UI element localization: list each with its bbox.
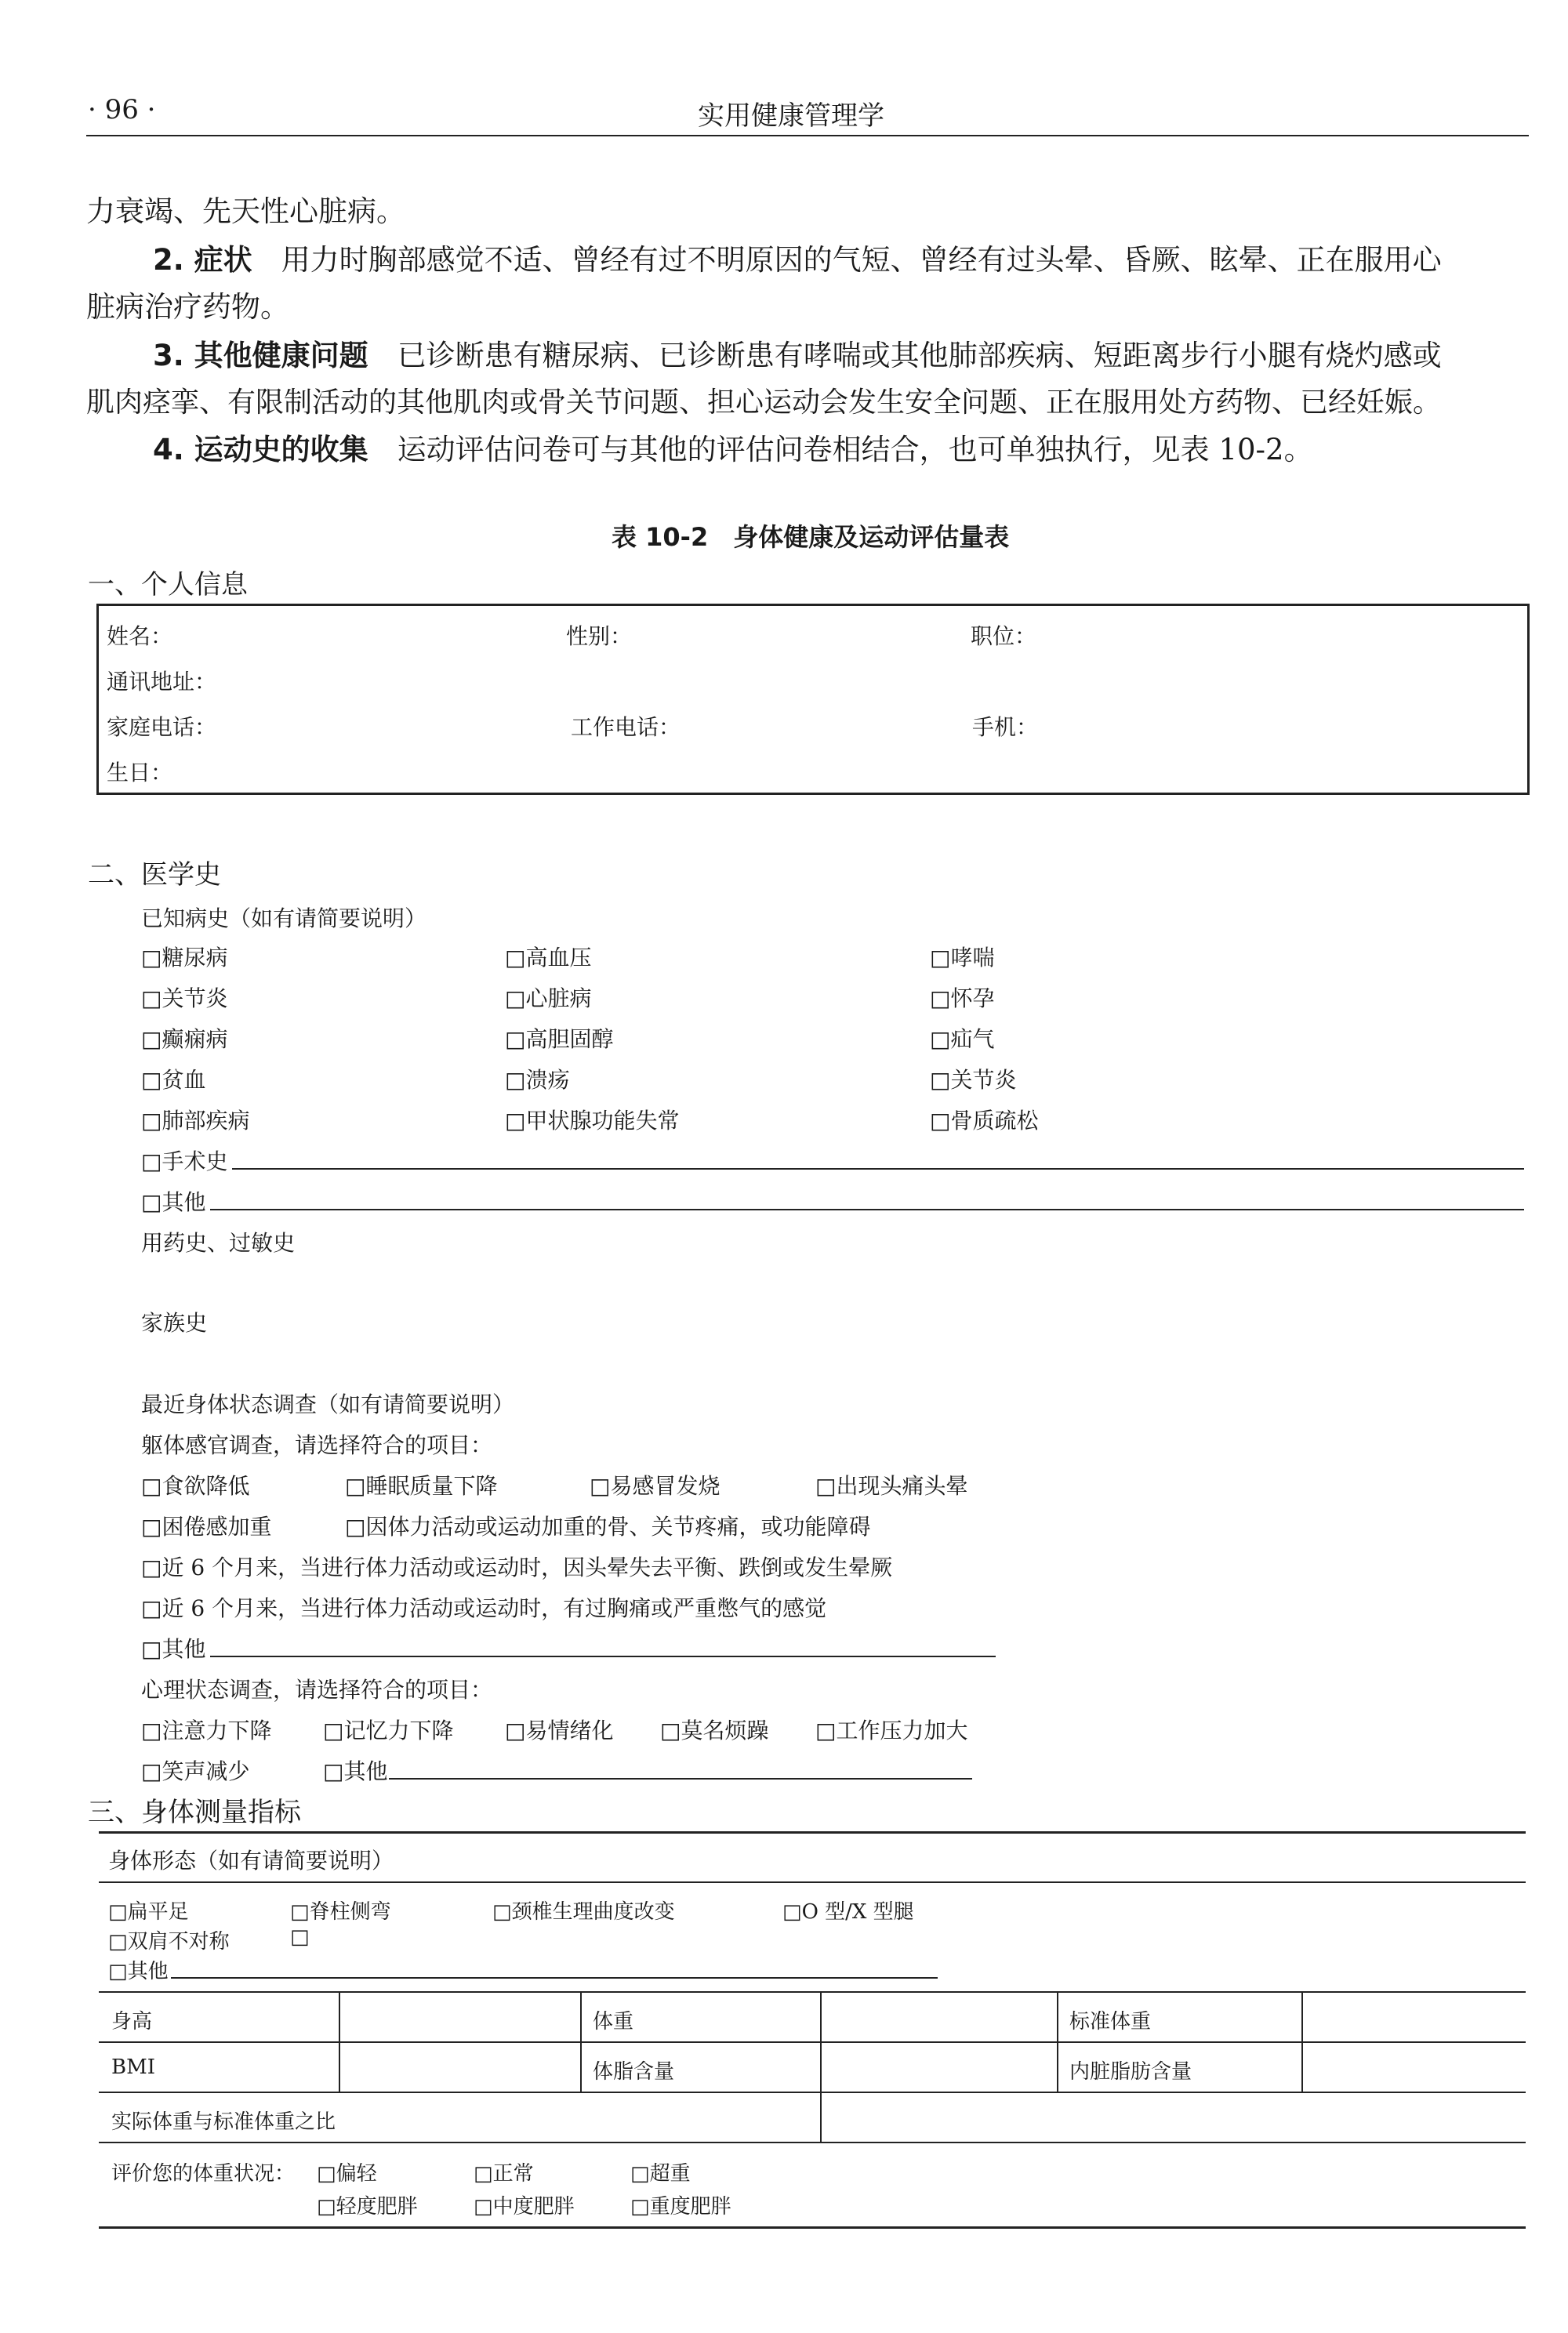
section-title-personal: 一、个人信息 [88,569,248,600]
checkbox-moderate-obesity[interactable]: □中度肥胖 [474,2195,575,2219]
checkbox-hernia[interactable]: □疝气 [930,1026,995,1052]
mental-other-fill-line[interactable] [389,1778,972,1780]
body-fat-label: 体脂含量 [593,2060,675,2084]
checkbox-mental-other[interactable]: □其他 [323,1758,388,1784]
checkbox-scoliosis[interactable]: □脊柱侧弯 [290,1900,391,1924]
checkbox-chest-pain[interactable]: □近 6 个月来，当进行体力活动或运动时，有过胸痛或严重憋气的感觉 [141,1595,827,1621]
visceral-fat-label: 内脏脂肪含量 [1069,2060,1192,2084]
personal-info-box [96,604,1530,795]
checkbox-pregnancy[interactable]: □怀孕 [930,985,995,1011]
table-rule [99,2142,1526,2143]
page-number: · 96 · [88,94,156,125]
standard-weight-label: 标准体重 [1069,2010,1152,2034]
checkbox-normal[interactable]: □正常 [474,2162,534,2186]
position-label: 职位： [971,623,1037,649]
checkbox-attention[interactable]: □注意力下降 [141,1718,272,1743]
checkbox-heart-disease[interactable]: □心脏病 [505,985,592,1011]
paragraph-text: 已诊断患有糖尿病、已诊断患有哮喘或其他肺部疾病、短距离步行小腿有烧灼感或 [397,339,1442,372]
other-history-fill-line[interactable] [210,1209,1524,1210]
paragraph-line: 脏病治疗药物。 [86,290,289,324]
table-column-divider [339,1991,340,2092]
table-column-divider [1057,1991,1058,2092]
body-other-fill-line[interactable] [210,1656,996,1657]
checkbox-underweight[interactable]: □偏轻 [317,2162,377,2186]
section-title-medical: 二、医学史 [88,859,221,891]
checkbox-lung-disease[interactable]: □肺部疾病 [141,1108,250,1134]
home-phone-label: 家庭电话： [107,714,217,740]
checkbox-diabetes[interactable]: □糖尿病 [141,945,228,971]
paragraph-heading: 2. 症状 [153,243,252,277]
table-rule [99,1991,1526,1993]
body-survey-label: 躯体感官调查，请选择符合的项目： [141,1432,493,1458]
checkbox-fatigue[interactable]: □困倦感加重 [141,1514,272,1540]
checkbox-arthritis-2[interactable]: □关节炎 [930,1067,1017,1093]
header-rule [86,135,1529,136]
checkbox-osteoporosis[interactable]: □骨质疏松 [930,1108,1039,1134]
table-rule [99,2041,1526,2043]
table-rule-top [99,1831,1526,1834]
checkbox-arthritis[interactable]: □关节炎 [141,985,228,1011]
paragraph-heading: 3. 其他健康问题 [153,339,368,372]
family-history-label: 家族史 [141,1310,208,1336]
paragraph-exercise-history [153,426,1313,473]
name-label: 姓名： [107,623,173,649]
table-rule-bottom [99,2226,1526,2229]
checkbox-irritable[interactable]: □莫名烦躁 [660,1718,769,1743]
body-shape-label: 身体形态（如有请简要说明） [108,1848,394,1874]
checkbox-headache[interactable]: □出现头痛头晕 [815,1473,968,1499]
checkbox-epilepsy[interactable]: □癫痫病 [141,1026,228,1052]
weight-evaluation-label: 评价您的体重状况： [111,2162,296,2186]
checkbox-memory[interactable]: □记忆力下降 [323,1718,454,1743]
checkbox-sleep[interactable]: □睡眠质量下降 [345,1473,498,1499]
section-title-measurement: 三、身体测量指标 [88,1797,301,1828]
birthday-label: 生日： [107,760,173,786]
paragraph-text: 运动评估问卷可与其他的评估问卷相结合，也可单独执行，见表 10-2。 [397,433,1313,466]
checkbox-other-history[interactable]: □其他 [141,1189,206,1215]
address-label: 通讯地址： [107,669,217,695]
mobile-label: 手机： [972,714,1039,740]
paragraph-other-health [153,332,1442,379]
checkbox-dizziness[interactable]: □近 6 个月来，当进行体力活动或运动时，因头晕失去平衡、跌倒或发生晕厥 [141,1555,893,1580]
checkbox-shape-other[interactable]: □其他 [108,1960,169,1983]
checkbox-cervical-curve[interactable]: □颈椎生理曲度改变 [492,1900,675,1924]
table-title: 表 10-2 身体健康及运动评估量表 [612,522,1010,552]
checkbox-surgery[interactable]: □手术史 [141,1148,228,1174]
weight-label: 体重 [593,2010,634,2034]
surgery-fill-line[interactable] [232,1168,1524,1170]
checkbox-mild-obesity[interactable]: □轻度肥胖 [317,2195,418,2219]
checkbox-appetite[interactable]: □食欲降低 [141,1473,250,1499]
checkbox-less-laughter[interactable]: □笑声减少 [141,1758,250,1784]
checkbox-high-cholesterol[interactable]: □高胆固醇 [505,1026,614,1052]
medication-label: 用药史、过敏史 [141,1230,296,1256]
checkbox-overweight[interactable]: □超重 [630,2162,691,2186]
checkbox-blank[interactable]: □ [290,1925,310,1949]
height-label: 身高 [111,2010,153,2034]
checkbox-shoulders[interactable]: □双肩不对称 [108,1930,230,1954]
checkbox-flat-foot[interactable]: □扁平足 [108,1900,189,1924]
bmi-label: BMI [111,2055,155,2079]
table-column-divider [1301,1991,1303,2092]
paragraph-line: 肌肉痉挛、有限制活动的其他肌肉或骨关节问题、担心运动会发生安全问题、正在服用处方药物、已经妊娠。 [86,386,1442,419]
mental-survey-label: 心理状态调查，请选择符合的项目： [141,1677,493,1703]
checkbox-hypertension[interactable]: □高血压 [505,945,592,971]
table-rule [99,1881,1526,1883]
checkbox-ox-legs[interactable]: □O 型/X 型腿 [782,1900,914,1924]
checkbox-thyroid[interactable]: □甲状腺功能失常 [505,1108,680,1134]
paragraph-symptoms [153,237,1442,284]
weight-ratio-label: 实际体重与标准体重之比 [111,2110,336,2134]
book-title: 实用健康管理学 [698,100,884,132]
paragraph-heading: 4. 运动史的收集 [153,433,368,466]
table-column-divider [580,1991,582,2092]
paragraph-line: 力衰竭、先天性心脏病。 [86,194,405,228]
recent-status-label: 最近身体状态调查（如有请简要说明） [141,1391,515,1417]
checkbox-anemia[interactable]: □贫血 [141,1067,206,1093]
table-column-divider [820,1991,822,2142]
work-phone-label: 工作电话： [571,714,681,740]
checkbox-joint-pain[interactable]: □因体力活动或运动加重的骨、关节疼痛，或功能障碍 [345,1514,871,1540]
checkbox-cold-fever[interactable]: □易感冒发烧 [590,1473,720,1499]
shape-other-fill-line[interactable] [171,1977,938,1979]
checkbox-work-stress[interactable]: □工作压力加大 [815,1718,968,1743]
paragraph-text: 用力时胸部感觉不适、曾经有过不明原因的气短、曾经有过头晕、昏厥、眩晕、正在服用心 [281,243,1442,277]
known-history-label: 已知病史（如有请简要说明） [141,905,427,931]
checkbox-body-other[interactable]: □其他 [141,1636,206,1662]
checkbox-asthma[interactable]: □哮喘 [930,945,995,971]
checkbox-severe-obesity[interactable]: □重度肥胖 [630,2195,731,2219]
checkbox-emotional[interactable]: □易情绪化 [505,1718,614,1743]
table-rule [99,2092,1526,2093]
gender-label: 性别： [566,623,633,649]
checkbox-ulcer[interactable]: □溃疡 [505,1067,570,1093]
